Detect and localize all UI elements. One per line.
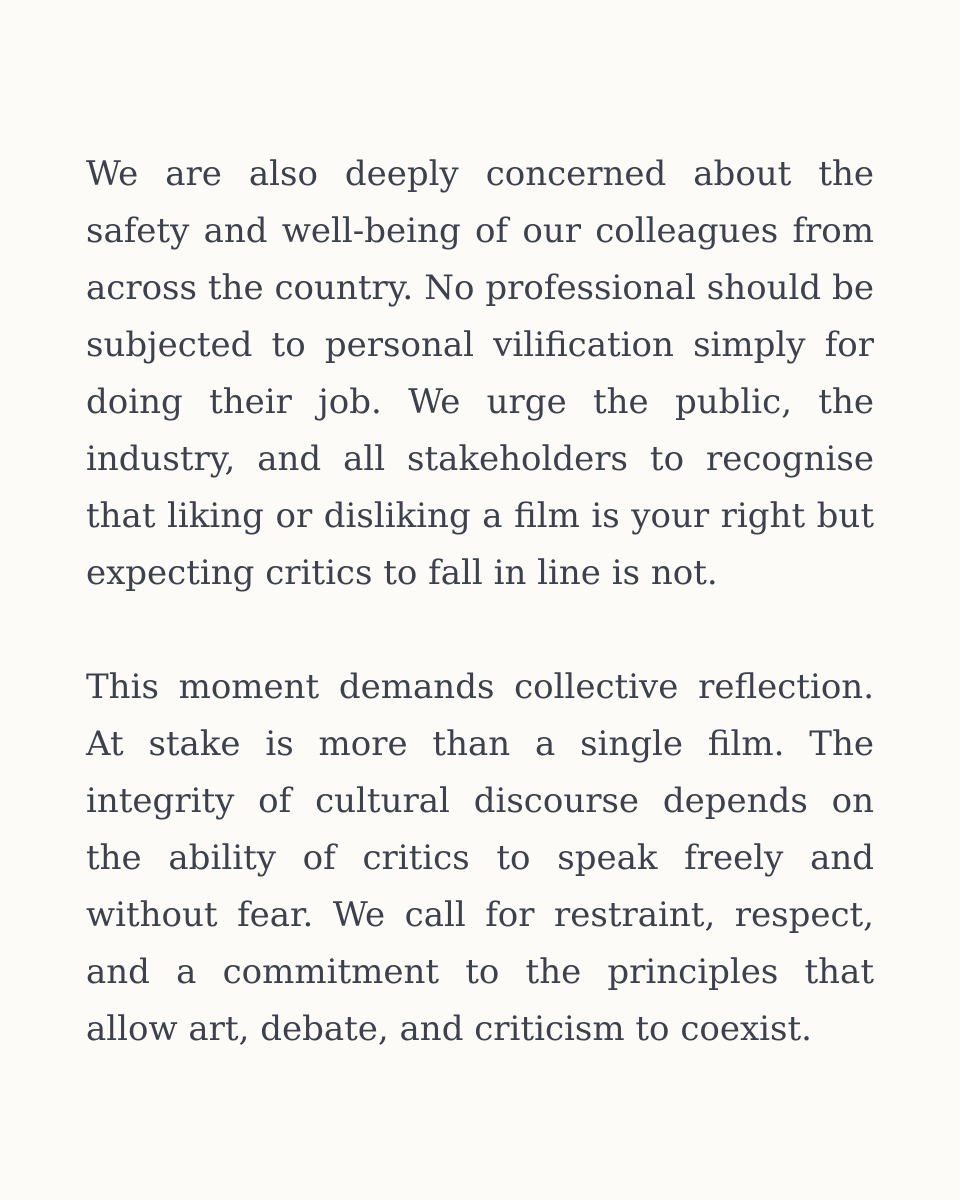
statement-paragraph-2: This moment demands collective reflection. At stake is more than a single film. The integrity of cultural discourse depends on the ability of critics to speak freely and without fear. We call for restraint, respect, and a commitment to the principles that allow art, debate, and criticism to coexist.: [86, 667, 874, 1049]
statement-paragraph-1: We are also deeply concerned about the safety and well-being of our colleagues from across the country. No professional should be subjected to personal vilification simply for doing their job. We urge the public, the industry, and all stakeholders to recognise that liking or disliking a film is your right but expecting critics to fall in line is not.: [86, 154, 874, 593]
statement-page: [86, 146, 874, 1058]
